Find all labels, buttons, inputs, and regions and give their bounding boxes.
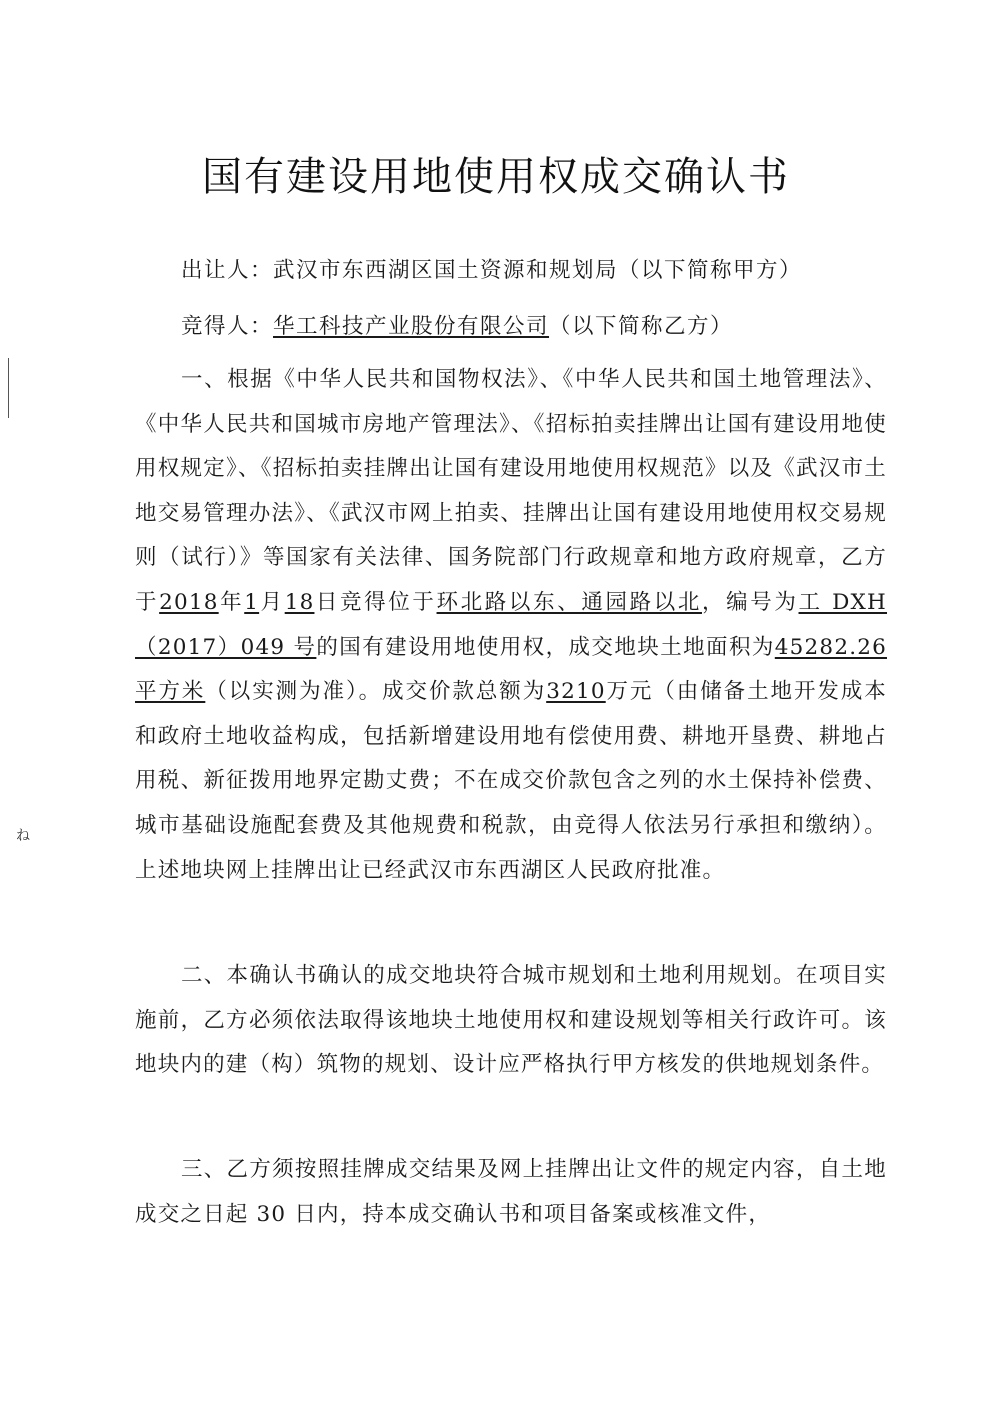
parcel-number: 工 DXH（2017）049 号 bbox=[135, 589, 888, 660]
deal-price: 3210 bbox=[546, 679, 606, 705]
transferor-label: 出让人： bbox=[181, 258, 274, 283]
document-title: 国有建设用地使用权成交确认书 bbox=[202, 154, 790, 200]
para1-text-7: （以实测为准）。成交价款总额为 bbox=[205, 679, 547, 705]
bidder-suffix: （以下简称乙方） bbox=[549, 314, 734, 339]
transferor-line bbox=[181, 253, 802, 284]
bidder-line bbox=[181, 309, 733, 340]
para1-text-8: 万元（由储备土地开发成本和政府土地收益构成，包括新增建设用地有偿使用费、耕地开垦费、耕地占用税、新征拨用地界定勘丈费；不在成交价款包含之列的水土保持补偿费、城市基础设施配套费及其他规费和税款，由竞得人依法另行承担和缴纳）。上述地块网上挂牌出让已经武汉市东西湖区人民政府批准。 bbox=[135, 679, 887, 883]
para1-text-2: 年 bbox=[218, 589, 245, 615]
scan-margin-line bbox=[8, 358, 9, 418]
bidder-label: 竞得人： bbox=[181, 314, 274, 339]
paragraph-2: 二、本确认书确认的成交地块符合城市规划和土地利用规划。在项目实施前，乙方必须依法取得该地块土地使用权和建设规划等相关行政许可。该地块内的建（构）筑物的规划、设计应严格执行甲方核发的供地规划条件。 bbox=[135, 963, 887, 1078]
para1-text-1: 一、根据《中华人民共和国物权法》、《中华人民共和国土地管理法》、《中华人民共和国城市房地产管理法》、《招标拍卖挂牌出让国有建设用地使用权规定》、《招标拍卖挂牌出让国有建设用地使用权规范》以及《武汉市土地交易管理办法》、《武汉市网上拍卖、挂牌出让国有建设用地使用权交易规则（试行）》等国家有关法律、国务院部门行政规章和地方政府规章，乙方于 bbox=[135, 367, 887, 615]
para1-text-3: 月 bbox=[259, 589, 285, 615]
para1-text-6: 的国有建设用地使用权，成交地块土地面积为 bbox=[316, 634, 775, 660]
paragraph-1 bbox=[135, 358, 887, 893]
para1-text-4: 日竞得位于 bbox=[314, 589, 437, 615]
scan-margin-mark: ね bbox=[16, 828, 30, 844]
paragraph-3: 三、乙方须按照挂牌成交结果及网上挂牌出让文件的规定内容，自土地成交之日起 30 日内，持本成交确认书和项目备案或核准文件， bbox=[135, 1157, 887, 1227]
deal-year: 2018 bbox=[159, 589, 219, 615]
parcel-area: 45282.26 平方米 bbox=[135, 634, 887, 705]
deal-day: 18 bbox=[284, 589, 315, 615]
parcel-location: 环北路以东、通园路以北 bbox=[436, 589, 702, 615]
transferor-value: 武汉市东西湖区国土资源和规划局（以下简称甲方） bbox=[273, 258, 803, 283]
bidder-name: 华工科技产业股份有限公司 bbox=[273, 314, 550, 339]
deal-month: 1 bbox=[244, 589, 260, 615]
para1-text-5: ，编号为 bbox=[701, 589, 799, 615]
